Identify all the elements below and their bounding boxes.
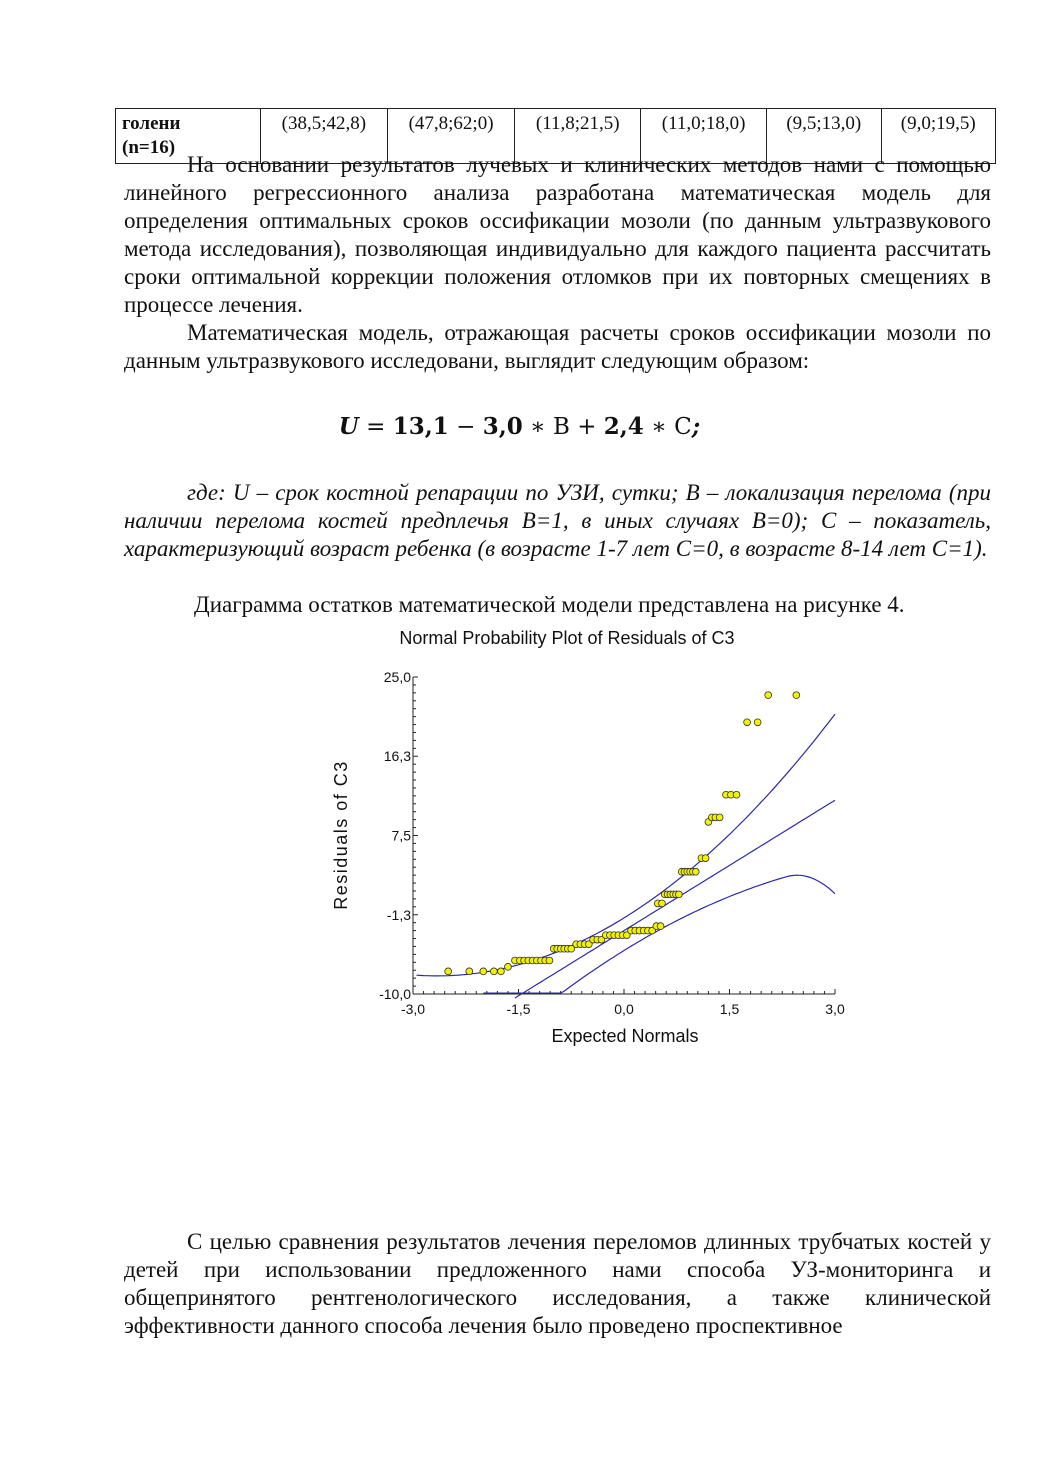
table-cell: (11,0;18,0) <box>641 109 767 164</box>
formula-minus: − <box>448 414 483 440</box>
table-cell: (9,0;19,5) <box>881 109 995 164</box>
table-cell: (11,8;21,5) <box>515 109 641 164</box>
x-tick-label: 1,5 <box>719 1001 740 1017</box>
data-point <box>466 968 473 975</box>
data-point <box>754 719 761 726</box>
chart-axes <box>379 669 845 1017</box>
x-tick-label: -3,0 <box>400 1001 426 1017</box>
x-tick-label: 3,0 <box>825 1001 845 1017</box>
paragraph-model-intro: На основании результатов лучевых и клинических методов нами с помощью линейного регрессионного анализа разработана математическая модель для определения оптимальных сроков оссификации мозоли (по данным ультразвукового метода исследования), позволяющая индивидуально для каждого пациента рассчитать сроки оптимальной коррекции положения отломков при их повторных смещениях в процессе лечения. <box>124 152 991 317</box>
data-point <box>793 692 800 699</box>
chart-svg <box>320 620 860 1060</box>
row-label-line2: (n=16) <box>122 137 176 158</box>
x-tick-label: 0,0 <box>614 1001 634 1017</box>
regression-formula <box>0 413 1039 440</box>
data-point <box>692 868 699 875</box>
data-point <box>765 692 772 699</box>
chart-y-axis-label: Residuals of C3 <box>331 760 351 910</box>
formula-star: ∗ <box>522 414 553 440</box>
data-point <box>505 963 512 970</box>
formula-var-b: В <box>552 414 570 440</box>
formula-plus: + <box>569 414 604 440</box>
chart-x-axis-label: Expected Normals <box>551 1026 699 1046</box>
paragraph-figure-ref: Диаграмма остатков математической модели представлена на рисунке 4. <box>194 592 905 617</box>
y-tick-label: 25,0 <box>383 669 411 685</box>
chart-confidence-lines <box>417 714 836 998</box>
data-point <box>744 719 751 726</box>
formula-semicolon: ; <box>691 413 701 440</box>
table-cell: (38,5;42,8) <box>261 109 388 164</box>
y-tick-label: -1,3 <box>386 907 411 924</box>
formula-var-c: С <box>674 414 692 440</box>
formula-star: ∗ <box>643 414 675 440</box>
data-point <box>480 968 487 975</box>
table-cell: (47,8;62;0) <box>387 109 515 164</box>
data-point <box>490 968 497 975</box>
formula-eq: = <box>358 414 393 440</box>
data-point <box>657 923 664 930</box>
chart-points <box>445 692 800 975</box>
data-point <box>498 968 505 975</box>
fit-line <box>515 800 835 998</box>
paragraph-model-form: Математическая модель, отражающая расчеты сроков оссификации мозоли по данным ультразвукового исследовани, выглядит следующим образом: <box>124 320 991 373</box>
formula-coef-c: 2,4 <box>603 413 644 440</box>
y-tick-label: -10,0 <box>379 986 411 1002</box>
row-label-line1: голени <box>122 113 181 134</box>
data-point <box>546 957 553 964</box>
formula-u: U <box>338 413 359 440</box>
formula-intercept: 13,1 <box>392 413 449 440</box>
chart-title: Normal Probability Plot of Residuals of C3 <box>399 628 735 648</box>
paragraph-comparison: С целью сравнения результатов лечения переломов длинных трубчатых костей у детей при использовании предложенного нами способа УЗ-мониторинга и общепринятого рентгенологического исследования, а также клинической эффективности данного способа лечения было проведено проспективное <box>124 1229 991 1338</box>
data-point <box>659 900 666 907</box>
y-tick-label: 7,5 <box>391 827 411 844</box>
table-cell: (9,5;13,0) <box>767 109 881 164</box>
data-point <box>445 968 452 975</box>
x-tick-label: -1,5 <box>506 1001 531 1017</box>
formula-coef-b: 3,0 <box>482 413 523 440</box>
data-point <box>702 855 709 862</box>
data-point <box>675 891 682 898</box>
data-point <box>716 814 723 821</box>
lower-confidence-line <box>483 875 835 993</box>
paragraph-variable-legend: где: U – срок костной репарации по УЗИ, сутки; В – локализация перелома (при наличии перелома костей предплечья В=1, в иных случаях В=0); С – показатель, характеризующий возраст ребенка (в возрасте 1-7 лет С=0, в возрасте 8-14 лет С=1). <box>124 480 991 561</box>
y-tick-label: 16,3 <box>383 747 411 764</box>
residuals-chart <box>320 620 860 1060</box>
data-point <box>733 791 740 798</box>
